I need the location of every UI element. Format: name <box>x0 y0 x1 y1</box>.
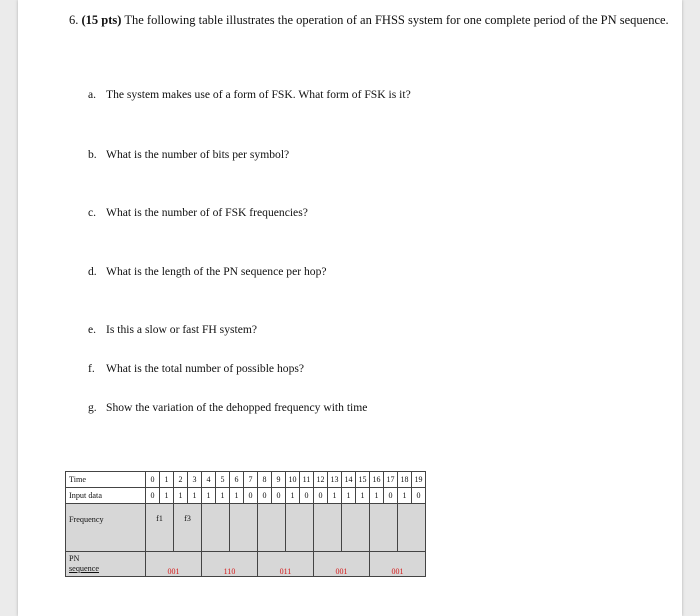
problem-header <box>69 12 669 28</box>
time-cell: 9 <box>272 472 286 488</box>
pn-value: 001 <box>335 567 348 576</box>
pn-label-line1: PN <box>69 554 80 563</box>
time-cell: 13 <box>328 472 342 488</box>
time-cell: 6 <box>230 472 244 488</box>
question-text: Is this a slow or fast FH system? <box>106 323 258 336</box>
fhss-table <box>65 471 426 577</box>
input-cell: 1 <box>230 488 244 504</box>
question-label: a. <box>88 88 97 101</box>
input-cell: 0 <box>314 488 328 504</box>
input-cell: 0 <box>258 488 272 504</box>
frequency-cell <box>286 504 314 552</box>
question-text: What is the number of of FSK frequencies? <box>106 206 308 219</box>
question-text: Show the variation of the dehopped frequency with time <box>106 401 368 414</box>
pn-value: 001 <box>391 567 404 576</box>
input-cell: 0 <box>272 488 286 504</box>
input-cell: 1 <box>356 488 370 504</box>
time-cell: 14 <box>342 472 356 488</box>
row-header-time: Time <box>66 472 146 488</box>
question-a <box>88 88 411 101</box>
input-cell: 1 <box>328 488 342 504</box>
question-d <box>88 265 327 278</box>
question-label: b. <box>88 148 97 161</box>
frequency-cell <box>342 504 370 552</box>
time-cell: 11 <box>300 472 314 488</box>
question-label: g. <box>88 401 97 414</box>
input-cell: 1 <box>216 488 230 504</box>
time-cell: 8 <box>258 472 272 488</box>
question-f <box>88 362 304 375</box>
question-text: What is the length of the PN sequence per hop? <box>106 265 327 278</box>
time-cell: 15 <box>356 472 370 488</box>
frequency-cell <box>202 504 230 552</box>
time-cell: 5 <box>216 472 230 488</box>
question-label: d. <box>88 265 97 278</box>
pn-label-line2: sequence <box>69 564 100 573</box>
input-cell: 0 <box>244 488 258 504</box>
time-cell: 19 <box>412 472 426 488</box>
input-cell: 1 <box>188 488 202 504</box>
input-cell: 0 <box>412 488 426 504</box>
row-header-input: Input data <box>66 488 146 504</box>
input-cell: 1 <box>398 488 412 504</box>
pn-cell <box>370 552 426 577</box>
question-g <box>88 401 367 414</box>
question-text: What is the number of bits per symbol? <box>106 148 290 161</box>
time-cell: 12 <box>314 472 328 488</box>
time-cell: 18 <box>398 472 412 488</box>
time-cell: 10 <box>286 472 300 488</box>
input-cell: 0 <box>300 488 314 504</box>
pn-cell <box>258 552 314 577</box>
question-text: The system makes use of a form of FSK. What form of FSK is it? <box>106 88 411 101</box>
pn-cell <box>314 552 370 577</box>
row-header-frequency: Frequency <box>66 504 146 552</box>
input-cell: 0 <box>146 488 160 504</box>
input-cell: 1 <box>202 488 216 504</box>
question-b <box>88 148 289 161</box>
time-cell: 16 <box>370 472 384 488</box>
input-cell: 1 <box>286 488 300 504</box>
problem-points: (15 pts) <box>81 13 122 27</box>
frequency-cell <box>398 504 426 552</box>
time-row <box>66 472 426 488</box>
frequency-cell <box>370 504 398 552</box>
frequency-cell <box>230 504 258 552</box>
pn-value: 001 <box>167 567 180 576</box>
input-cell: 0 <box>384 488 398 504</box>
time-cell: 4 <box>202 472 216 488</box>
question-c <box>88 206 308 219</box>
time-cell: 2 <box>174 472 188 488</box>
document-page <box>18 0 682 616</box>
frequency-cell: f3 <box>174 504 202 552</box>
pn-value: 011 <box>279 567 292 576</box>
input-cell: 1 <box>370 488 384 504</box>
question-e <box>88 323 257 336</box>
frequency-cell <box>314 504 342 552</box>
time-cell: 0 <box>146 472 160 488</box>
frequency-row <box>66 504 426 552</box>
pn-sequence-row <box>66 552 426 577</box>
question-label: f. <box>88 362 95 375</box>
time-cell: 1 <box>160 472 174 488</box>
pn-cell <box>146 552 202 577</box>
question-label: c. <box>88 206 97 219</box>
pn-value: 110 <box>223 567 236 576</box>
frequency-cell: f1 <box>146 504 174 552</box>
input-cell: 1 <box>160 488 174 504</box>
question-text: What is the total number of possible hops? <box>106 362 305 375</box>
time-cell: 7 <box>244 472 258 488</box>
problem-statement: The following table illustrates the operation of an FHSS system for one complete period of the PN sequence. <box>124 13 669 27</box>
pn-cell <box>202 552 258 577</box>
time-cell: 3 <box>188 472 202 488</box>
input-cell: 1 <box>174 488 188 504</box>
question-label: e. <box>88 323 97 336</box>
row-header-pn <box>66 552 146 577</box>
input-cell: 1 <box>342 488 356 504</box>
frequency-cell <box>258 504 286 552</box>
time-cell: 17 <box>384 472 398 488</box>
problem-number: 6. <box>69 13 79 27</box>
input-row <box>66 488 426 504</box>
